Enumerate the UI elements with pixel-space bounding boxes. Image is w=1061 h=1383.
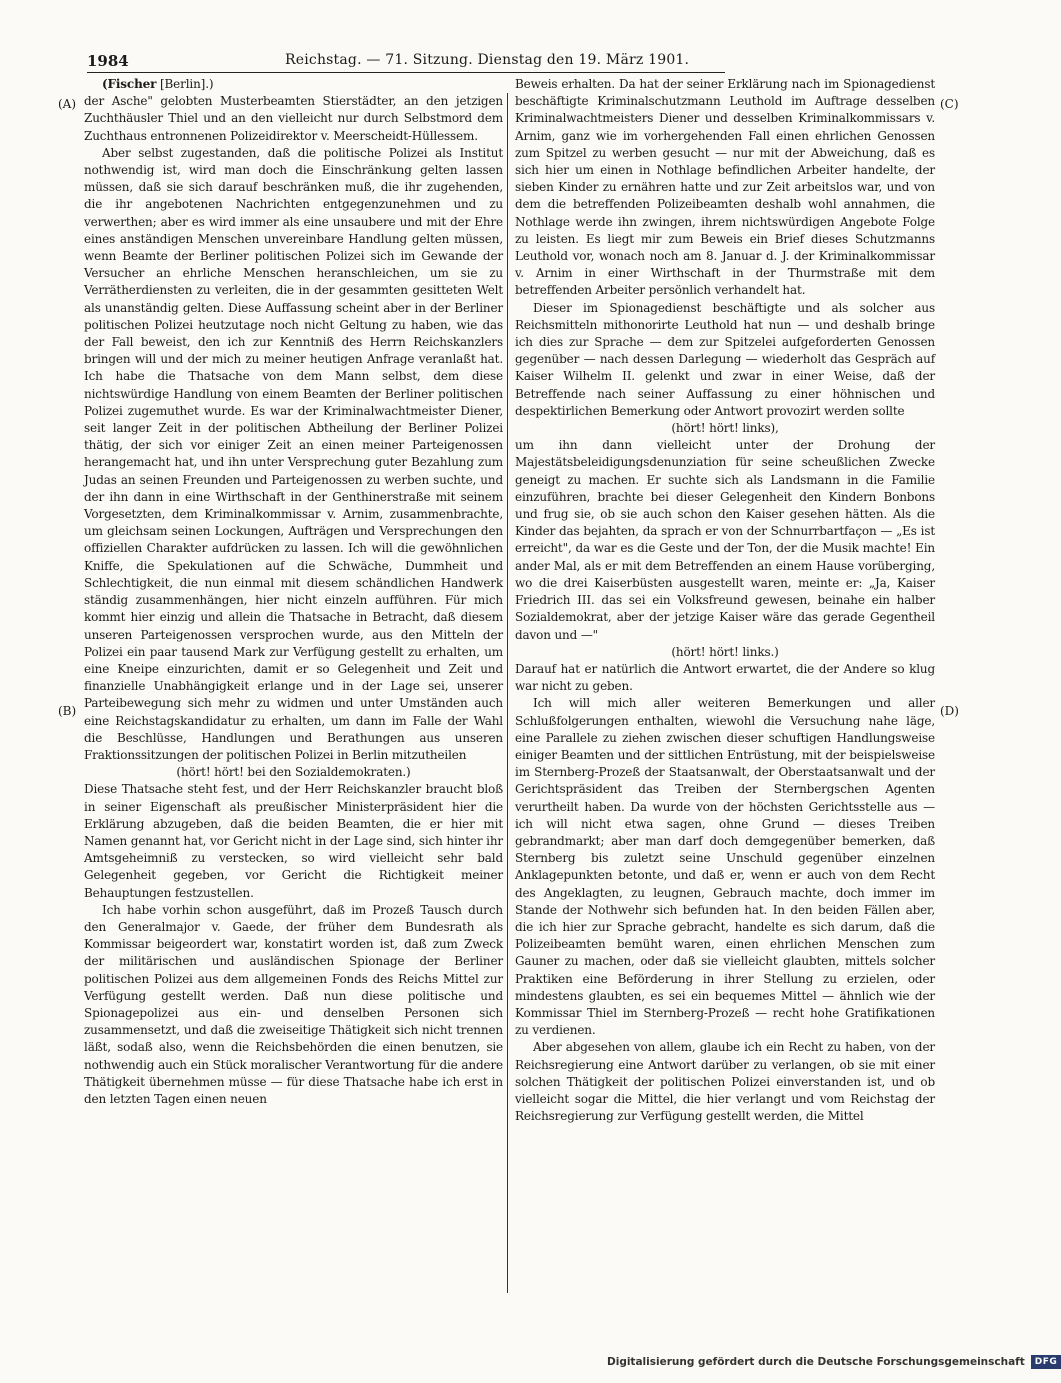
- paragraph: Ich will mich aller weiteren Bemerkungen und aller Schlußfolgerungen enthalten, wiewohl die Versuchung nahe läge, eine Parallele zu ziehen zwischen dieser schuftigen Handlungsweise einiger Beamten und der sittlichen Entrüstung, mit der beispielsweise im Sternberg-Prozeß der Staatsanwalt, der Oberstaatsanwalt und der Gerichtspräsident das Treiben der Sternbergschen Agenten verurtheilt haben. Da wurde von der höchsten Gerichtsstelle aus — ich will nicht etwa sagen, ohne Grund — dieses Treiben gebrandmarkt; aber man darf doch demgegenüber bemerken, daß Sternberg bis zuletzt seine Unschuld gegenüber einzelnen Anklagepunkten betonte, und daß er, wenn er auch von dem Recht des Angeklagten, zu leugnen, Gebrauch machte, doch immer im Stande der Nothwehr sich befunden hat. In den beiden Fällen aber, die ich hier zur Sprache gebracht, handelte es sich darum, daß die Polizeibeamten bemüht waren, einen ehrlichen Menschen zum Gauner zu machen, oder daß sie vielleicht glaubten, mittels solcher Praktiken eine Beförderung in ihrer Stellung zu erzielen, oder mindestens glaubten, es sei ein bequemes Mittel — ähnlich wie der Kommissar Thiel im Sternberg-Prozeß — recht hohe Gratifikationen zu verdienen.: [515, 696, 935, 1038]
- digitization-footer: [607, 1351, 1058, 1373]
- margin-marker-c: (C): [940, 97, 959, 111]
- paragraph: Dieser im Spionagedienst beschäftigte und als solcher aus Reichsmitteln mithonorirte Leuthold hat nun — und deshalb bringe ich dies zur Sprache — dem zur Spitzelei aufgeforderten Genossen gegenüber — nach dessen Darlegung — wiederholt das Gespräch auf Kaiser Wilhelm II. gelenkt und zwar in einer Weise, daß der Betreffende nach seiner Auffassung zu einer höhnischen und despektirlichen Bemerkung oder Antwort provozirt werden sollte: [515, 300, 935, 418]
- margin-marker-a: (A): [58, 97, 77, 111]
- interjection: (hört! hört! links.): [671, 644, 779, 659]
- interjection: (hört! hört! bei den Sozialdemokraten.): [176, 765, 411, 780]
- speaker-place: [Berlin].): [156, 77, 214, 91]
- footer-text: Digitalisierung gefördert durch die Deutsche Forschungsgemeinschaft: [607, 1356, 1025, 1368]
- right-column: [515, 76, 935, 1125]
- page-number: 1984: [87, 52, 129, 70]
- paragraph: Diese Thatsache steht fest, und der Herr Reichskanzler braucht bloß in seiner Eigenschaft als preußischer Ministerpräsident hier die Erklärung abzugeben, daß die beiden Beamten, die er hier mit Namen genannt hat, vor Gericht nicht in der Lage sind, sich hinter ihr Amtsgeheimniß zu verstecken, so wird vielleicht sehr bald Gelegenheit gegeben, vor Gericht die Richtigkeit meiner Behauptungen festzustellen.: [84, 782, 503, 900]
- header-rule: [87, 72, 725, 73]
- running-title: Reichstag. — 71. Sitzung. Dienstag den 19. März 1901.: [285, 52, 690, 68]
- column-divider: [507, 93, 508, 1293]
- page-header: [87, 47, 725, 73]
- dfg-logo: DFG: [1031, 1355, 1061, 1369]
- paragraph: Darauf hat er natürlich die Antwort erwartet, die der Andere so klug war nicht zu geben.: [515, 661, 935, 694]
- paragraph: Aber selbst zugestanden, daß die politische Polizei als Institut nothwendig ist, wird man doch die Einschränkung gelten lassen müssen, daß sie sich darauf beschränken muß, die ihr zugehenden, die ihr angebotenen Nachrichten entgegenzunehmen und zu verwerthen; aber es wird immer als eine unsaubere und mit der Ehre eines anständigen Menschen unvereinbare Handlung gelten müssen, wenn Beamte der Berliner politischen Polizei sich im Gewande der Versucher an ehrliche Menschen heranschleichen, um sie zu Verrätherdiensten zu verleiten, die in der gesammten gesitteten Welt als unanständig gelten. Diese Auffassung scheint aber in der Berliner politischen Polizei heutzutage noch nicht Geltung zu haben, wie das der Fall beweist, den ich zur Kenntniß des Herrn Reichskanzlers bringen will und der mich zu meiner heutigen Anfrage veranlaßt hat. Ich habe die Thatsache von dem Mann selbst, dem diese nichtswürdige Handlung von einem Beamten der Berliner politischen Polizei zugemuthet wurde. Es war der Kriminalwachtmeister Diener, seit langer Zeit in der politischen Abtheilung der Berliner Polizei thätig, der sich vor einiger Zeit an einen meiner Parteigenossen herangemacht hat, und ihn unter Versprechung guter Bezahlung zum Judas an seinen Freunden und Parteigenossen zu werben suchte, und der ihn dann in eine Wirthschaft in der Genthinerstraße mit seinem Vorgesetzten, dem Kriminalkommissar v. Arnim, zusammenbrachte, um gleichsam seinen Lockungen, Aufträgen und Versprechungen den offiziellen Charakter aufdrücken zu lassen. Ich will die gewöhnlichen Kniffe, die Spekulationen auf die Schwäche, Dummheit und Schlechtigkeit, die nun einmal mit diesem schändlichen Handwerk ständig zusammenhängen, hier nicht einzeln aufführen. Für mich kommt hier einzig und allein die Thatsache in Betracht, daß diesem unseren Parteigenossen versprochen wurde, aus den Mitteln der Polizei ein paar tausend Mark zur Verfügung gestellt zu erhalten, um eine Kneipe einzurichten, damit er so Gelegenheit und Zeit und finanzielle Unabhängigkeit erlange und in der Lage sei, unserer Parteibewegung sich mehr zu widmen und unter Umständen auch eine Reichstagskandidatur zu erhalten, um dann im Falle der Wahl die Beschlüsse, Handlungen und Berathungen aus unseren Fraktionssitzungen der politischen Polizei in Berlin mitzutheilen: [84, 145, 503, 762]
- margin-marker-d: (D): [940, 704, 959, 718]
- paragraph: Aber abgesehen von allem, glaube ich ein Recht zu haben, von der Reichsregierung eine Antwort darüber zu verlangen, ob sie mit einer solchen Thätigkeit der politischen Polizei einverstanden ist, und ob vielleicht sogar die Mittel, die hier verlangt und vom Reichstag der Reichsregierung zur Verfügung gestellt werden, die Mittel: [515, 1040, 935, 1124]
- margin-marker-b: (B): [58, 704, 77, 718]
- paragraph: Beweis erhalten. Da hat der seiner Erklärung nach im Spionagedienst beschäftigte Kriminalschutzmann Leuthold im Auftrage desselben Kriminalwachtmeisters Diener und desselben Kriminalkommissars v. Arnim, ganz wie im vorhergehenden Fall einen ehrlichen Genossen zum Spitzel zu werben gesucht — nur mit der Abweichung, daß es sich hier um einen in Nothlage befindlichen Arbeiter handelte, der sieben Kinder zu ernähren hatte und zur Zeit arbeitslos war, und von dem die betreffenden Polizeibeamten deshalb wohl annahmen, die Nothlage werde ihn zwingen, ihrem nichtswürdigen Angebote Folge zu leisten. Es liegt mir zum Beweis ein Brief dieses Schutzmanns Leuthold vor, wonach noch am 8. Januar d. J. der Kriminalkommissar v. Arnim in einer Wirthschaft in der Thurmstraße mit dem betreffenden Arbeiter persönlich verhandelt hat.: [515, 77, 935, 298]
- paragraph: um ihn dann vielleicht unter der Drohung der Majestätsbeleidigungsdenunziation für seine scheußlichen Zwecke geneigt zu machen. Er suchte sich als Landsmann in die Familie einzuführen, brachte bei dieser Gelegenheit den Kindern Bonbons und frug sie, ob sie auch schon den Kaiser gesehen hätten. Als die Kinder das bejahten, da sprach er von der Schnurrbartfaçon — „Es ist erreicht", da war es die Geste und der Ton, der die Musik machte! Ein ander Mal, als er mit dem Betreffenden an einem Hause vorüberging, wo die drei Kaiserbüsten ausgestellt waren, meinte er: „Ja, Kaiser Friedrich III. das sei ein Volksfreund gewesen, beinahe ein halber Sozialdemokrat, aber der jetzige Kaiser wäre das gerade Gegentheil davon und —": [515, 438, 935, 642]
- speaker-attribution: [84, 76, 503, 93]
- paragraph: der Asche" gelobten Musterbeamten Stierstädter, an den jetzigen Zuchthäusler Thiel und an den vielleicht nur durch Selbstmord dem Zuchthaus entronnenen Polizeidirektor v. Meerscheidt-Hüllessem.: [84, 94, 503, 143]
- interjection: (hört! hört! links),: [671, 421, 779, 436]
- speaker-name: (Fischer: [102, 77, 157, 91]
- left-column: [84, 76, 503, 1108]
- paragraph: Ich habe vorhin schon ausgeführt, daß im Prozeß Tausch durch den Generalmajor v. Gaede, der früher dem Bundesrath als Kommissar beigeordert war, konstatirt worden ist, daß zum Zweck der militärischen und ausländischen Spionage der Berliner politischen Polizei aus dem allgemeinen Fonds des Reichs Mittel zur Verfügung gestellt werden. Daß nun diese politische und Spionagepolizei aus ein- und denselben Personen sich zusammensetzt, und daß die zweiseitige Thätigkeit sich nicht trennen läßt, sodaß also, wenn die Reichsbehörden die einen benutzen, sie nothwendig auch ein Stück moralischer Verantwortung für die andere Thätigkeit übernehmen müsse — für diese Thatsache habe ich erst in den letzten Tagen einen neuen: [84, 902, 503, 1106]
